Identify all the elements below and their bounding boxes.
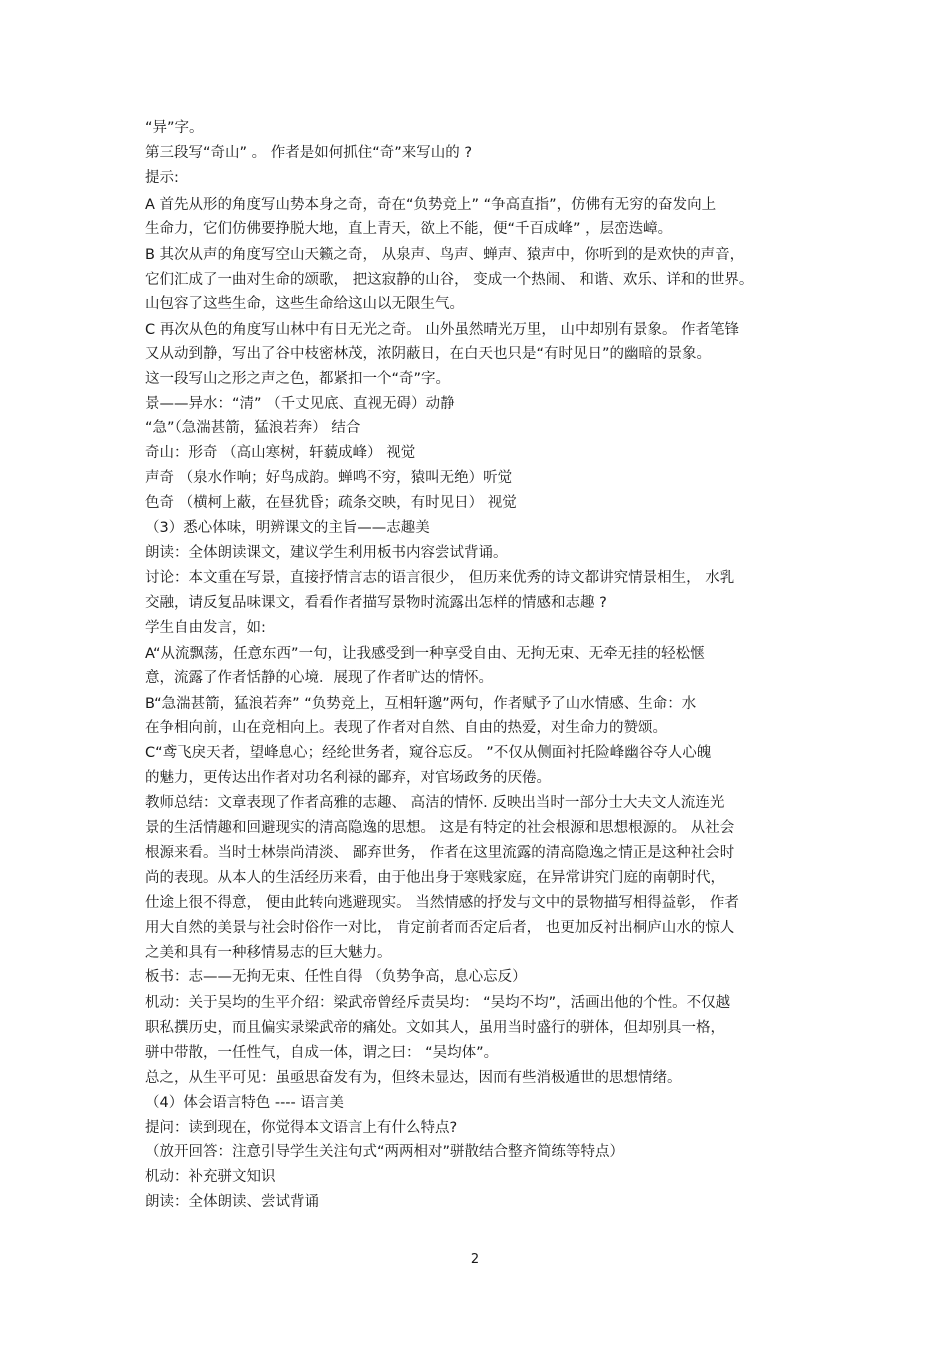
page-number: 2: [470, 1252, 480, 1267]
text-line: （3）悉心体味，明辨课文的主旨——志趣美: [145, 520, 430, 536]
text-line: 在争相向前，山在竞相向上。表现了作者对自然、自由的热爱，对生命力的赞颂。: [145, 720, 667, 736]
text-line: 意，流露了作者恬静的心境．展现了作者旷达的情怀。: [145, 670, 493, 686]
text-line: 总之，从生平可见：虽亟思奋发有为，但终未显达，因而有些消极遁世的思想情绪。: [145, 1070, 682, 1086]
text-line: “急”（急湍甚箭，猛浪若奔） 结合: [145, 420, 361, 436]
text-line: 又从动到静，写出了谷中枝密林茂，浓阴蔽日，在白天也只是“有时见日”的幽暗的景象。: [145, 346, 712, 362]
text-line: 这一段写山之形之声之色，都紧扣一个“奇”字。: [145, 371, 451, 387]
text-line: 交融，请反复品味课文，看看作者描写景物时流露出怎样的情感和志趣 ?: [145, 595, 607, 611]
text-line: 声奇 （泉水作响；好鸟成韵。蝉鸣不穷，猿叫无绝）听觉: [145, 470, 513, 486]
text-line: 机动：补充骈文知识: [145, 1169, 276, 1185]
text-line: 它们汇成了一曲对生命的颂歌， 把这寂静的山谷， 变成一个热闹、 和谐、欢乐、详和的世界。: [145, 272, 754, 288]
text-line: 骈中带散，一任性气，自成一体，谓之曰： “吴均体”。: [145, 1045, 499, 1061]
text-line: 提问：读到现在，你觉得本文语言上有什么特点?: [145, 1120, 458, 1136]
text-line: 学生自由发言，如:: [145, 620, 266, 636]
text-line: A“从流飘荡，任意东西”一句，让我感受到一种享受自由、无拘无束、无牵无挂的轻松惬: [145, 646, 705, 662]
text-line: “异”字。: [145, 120, 204, 136]
text-line: （4）体会语言特色 ---- 语言美: [145, 1095, 344, 1111]
text-line: C 再次从色的角度写山林中有日无光之奇。 山外虽然晴光万里， 山中却别有景象。 作者笔锋: [145, 322, 740, 338]
text-line: 尚的表现。从本人的生活经历来看，由于他出身于寒贱家庭，在异常讲究门庭的南朝时代，: [145, 870, 725, 886]
text-line: （放开回答：注意引导学生关注句式“两两相对”骈散结合整齐简练等特点）: [145, 1144, 625, 1160]
text-line: 之美和具有一种移情易志的巨大魅力。: [145, 945, 392, 961]
text-line: 提示:: [145, 170, 179, 186]
text-line: A 首先从形的角度写山势本身之奇，奇在“负势竞上” “争高直指”，仿佛有无穷的奋发向上: [145, 197, 717, 213]
text-line: 根源来看。当时士林崇尚清淡、 鄙弃世务， 作者在这里流露的清高隐逸之情正是这种社会时: [145, 845, 735, 861]
text-line: 仕途上很不得意， 便由此转向逃避现实。 当然情感的抒发与文中的景物描写相得益彰， 作者: [145, 895, 739, 911]
text-line: B 其次从声的角度写空山天籁之奇， 从泉声、鸟声、蝉声、猿声中，你听到的是欢快的声音，: [145, 247, 745, 263]
text-line: 朗读：全体朗读、尝试背诵: [145, 1194, 319, 1210]
text-line: 教师总结：文章表现了作者高雅的志趣、 高洁的情怀. 反映出当时一部分士大夫文人流连光: [145, 795, 725, 811]
text-line: 职私撰历史，而且偏实录梁武帝的痛处。文如其人，虽用当时盛行的骈体，但却别具一格，: [145, 1020, 725, 1036]
text-line: 用大自然的美景与社会时俗作一对比， 肯定前者而否定后者， 也更加反衬出桐庐山水的惊人: [145, 920, 735, 936]
text-line: 奇山：形奇 （高山寒树，轩藐成峰） 视觉: [145, 445, 416, 461]
text-line: 朗读：全体朗读课文，建议学生利用板书内容尝试背诵。: [145, 545, 508, 561]
text-line: 的魅力，更传达出作者对功名利禄的鄙弃，对官场政务的厌倦。: [145, 770, 551, 786]
text-line: C“鸢飞戾天者，望峰息心；经纶世务者，窥谷忘反。 ”不仅从侧面衬托险峰幽谷夺人心魄: [145, 745, 712, 761]
text-line: 板书：志——无拘无束、任性自得 （负势争高，息心忘反）: [145, 969, 527, 985]
text-line: 讨论：本文重在写景，直接抒情言志的语言很少， 但历来优秀的诗文都讲究情景相生， 水乳: [145, 570, 735, 586]
text-line: 色奇 （横柯上蔽，在昼犹昏；疏条交映，有时见日） 视觉: [145, 495, 517, 511]
text-line: 第三段写“奇山” 。 作者是如何抓住“奇”来写山的 ?: [145, 145, 473, 161]
text-line: 山包容了这些生命，这些生命给这山以无限生气。: [145, 296, 464, 312]
text-line: 景的生活情趣和回避现实的清高隐逸的思想。 这是有特定的社会根源和思想根源的。 从社会: [145, 820, 735, 836]
text-line: 生命力，它们仿佛要挣脱大地，直上青天，欲上不能，便“千百成峰” ，层峦迭嶂。: [145, 221, 673, 237]
text-line: B“急湍甚箭，猛浪若奔” “负势竞上，互相轩邈”两句，作者赋予了山水情感、生命：水: [145, 696, 697, 712]
text-line: 景——异水：“清” （千丈见底、直视无碍）动静: [145, 396, 455, 412]
text-line: 机动：关于吴均的生平介绍：梁武帝曾经斥责吴均： “吴均不均”，活画出他的个性。不仅越: [145, 995, 731, 1011]
